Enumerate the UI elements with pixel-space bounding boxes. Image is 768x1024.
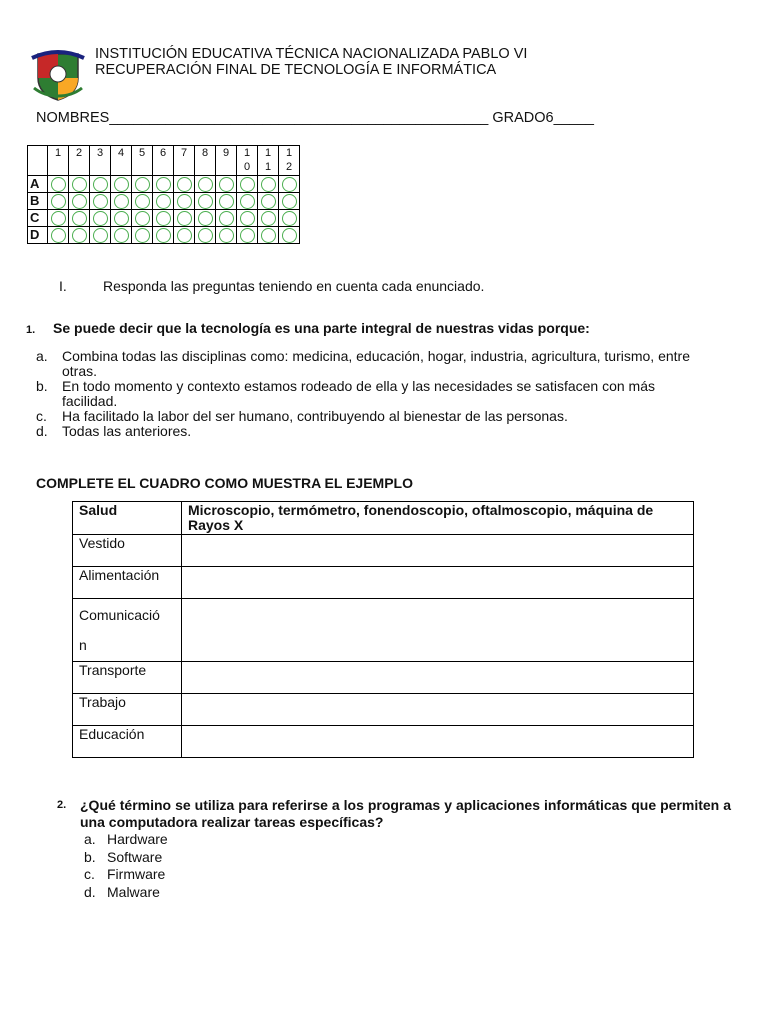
answer-cell[interactable] xyxy=(279,210,300,227)
answer-cell[interactable] xyxy=(132,193,153,210)
answer-cell[interactable] xyxy=(216,176,237,193)
question-2-option[interactable] xyxy=(84,884,168,902)
grid-column-header xyxy=(195,146,216,176)
question-2-option[interactable] xyxy=(84,866,168,884)
answer-bubble[interactable] xyxy=(135,177,150,192)
category-label: Comunicació n xyxy=(79,607,160,653)
answer-cell[interactable] xyxy=(132,210,153,227)
grid-column-header xyxy=(258,146,279,176)
question-2-option[interactable] xyxy=(84,849,168,867)
answer-bubble[interactable] xyxy=(51,211,66,226)
answer-bubble[interactable] xyxy=(114,228,129,243)
grid-column-header xyxy=(237,146,258,176)
answer-cell[interactable] xyxy=(132,227,153,244)
grid-column-header xyxy=(90,146,111,176)
answer-sheet-grid xyxy=(27,145,300,244)
grid-column-header xyxy=(132,146,153,176)
content-cell[interactable] xyxy=(182,567,694,599)
question-1-option[interactable] xyxy=(36,349,712,379)
answer-bubble[interactable] xyxy=(156,211,171,226)
table-row xyxy=(73,662,694,694)
answer-bubble[interactable] xyxy=(114,194,129,209)
question-2 xyxy=(57,797,731,831)
content-cell: Microscopio, termómetro, fonendoscopio, oftalmoscopio, máquina de Rayos X xyxy=(182,502,694,535)
answer-bubble[interactable] xyxy=(198,211,213,226)
student-info-line xyxy=(36,110,594,126)
option-letter: d. xyxy=(84,883,96,900)
answer-cell[interactable] xyxy=(90,227,111,244)
question-1 xyxy=(26,320,590,336)
answer-cell[interactable] xyxy=(153,227,174,244)
question-1-option[interactable] xyxy=(36,379,712,409)
answer-cell[interactable] xyxy=(237,176,258,193)
grid-row-letter: C xyxy=(28,210,48,227)
answer-cell[interactable] xyxy=(258,193,279,210)
grade-blank[interactable]: _____ xyxy=(553,110,594,126)
answer-cell[interactable] xyxy=(195,227,216,244)
grid-column-header xyxy=(69,146,90,176)
answer-cell[interactable] xyxy=(174,193,195,210)
column-number: 4 xyxy=(117,147,125,159)
grid-row-letter: B xyxy=(28,193,48,210)
answer-bubble[interactable] xyxy=(219,194,234,209)
column-number: 11 xyxy=(264,147,272,173)
answer-bubble[interactable] xyxy=(198,228,213,243)
category-cell: Vestido xyxy=(73,535,182,567)
answer-cell[interactable] xyxy=(90,193,111,210)
category-cell: Educación xyxy=(73,726,182,758)
answer-cell[interactable] xyxy=(69,193,90,210)
categories-table xyxy=(72,501,694,758)
answer-cell[interactable] xyxy=(195,176,216,193)
answer-cell[interactable] xyxy=(195,193,216,210)
table-row xyxy=(73,502,694,535)
answer-cell[interactable] xyxy=(69,210,90,227)
table-row xyxy=(73,535,694,567)
column-number: 9 xyxy=(222,147,230,159)
table-instruction: COMPLETE EL CUADRO COMO MUESTRA EL EJEMPLO xyxy=(36,475,413,491)
question-2-text: ¿Qué término se utiliza para referirse a los programas y aplicaciones informáticas que permiten a una computadora realizar tareas específicas? xyxy=(80,797,731,830)
answer-cell[interactable] xyxy=(237,210,258,227)
grid-column-header xyxy=(48,146,69,176)
answer-cell[interactable] xyxy=(111,210,132,227)
answer-bubble[interactable] xyxy=(240,211,255,226)
answer-bubble[interactable] xyxy=(93,228,108,243)
answer-bubble[interactable] xyxy=(135,211,150,226)
answer-cell[interactable] xyxy=(279,176,300,193)
answer-bubble[interactable] xyxy=(282,228,297,243)
answer-cell[interactable] xyxy=(216,210,237,227)
answer-bubble[interactable] xyxy=(282,177,297,192)
answer-bubble[interactable] xyxy=(282,211,297,226)
answer-cell[interactable] xyxy=(258,227,279,244)
content-cell[interactable] xyxy=(182,694,694,726)
grade-label: GRADO6 xyxy=(492,110,554,126)
answer-cell[interactable] xyxy=(90,210,111,227)
answer-bubble[interactable] xyxy=(198,194,213,209)
answer-bubble[interactable] xyxy=(51,177,66,192)
content-cell[interactable] xyxy=(182,535,694,567)
content-cell[interactable] xyxy=(182,726,694,758)
answer-bubble[interactable] xyxy=(282,194,297,209)
answer-bubble[interactable] xyxy=(135,228,150,243)
grid-row-letter: A xyxy=(28,176,48,193)
answer-bubble[interactable] xyxy=(72,211,87,226)
answer-cell[interactable] xyxy=(258,176,279,193)
answer-bubble[interactable] xyxy=(240,194,255,209)
answer-bubble[interactable] xyxy=(177,211,192,226)
answer-bubble[interactable] xyxy=(114,177,129,192)
answer-cell[interactable] xyxy=(153,176,174,193)
answer-bubble[interactable] xyxy=(261,228,276,243)
question-2-options xyxy=(84,831,168,901)
answer-cell[interactable] xyxy=(48,176,69,193)
option-letter: c. xyxy=(84,866,95,882)
option-text: Software xyxy=(107,848,163,865)
option-letter: c. xyxy=(36,408,47,424)
answer-cell[interactable] xyxy=(132,176,153,193)
answer-bubble[interactable] xyxy=(72,194,87,209)
category-cell xyxy=(73,599,182,662)
grid-column-header xyxy=(279,146,300,176)
column-number: 10 xyxy=(243,147,251,173)
answer-bubble[interactable] xyxy=(177,177,192,192)
category-cell: Transporte xyxy=(73,662,182,694)
answer-cell[interactable] xyxy=(111,176,132,193)
answer-bubble[interactable] xyxy=(156,228,171,243)
answer-cell[interactable] xyxy=(216,193,237,210)
answer-bubble[interactable] xyxy=(240,177,255,192)
answer-cell[interactable] xyxy=(48,210,69,227)
answer-cell[interactable] xyxy=(69,227,90,244)
option-text: Malware xyxy=(107,883,160,900)
category-cell: Alimentación xyxy=(73,567,182,599)
answer-cell[interactable] xyxy=(48,193,69,210)
option-text: Ha facilitado la labor del ser humano, contribuyendo al bienestar de las personas. xyxy=(62,408,568,424)
exam-title: RECUPERACIÓN FINAL DE TECNOLOGÍA E INFORMÁTICA xyxy=(95,62,497,78)
column-number: 8 xyxy=(201,147,209,159)
answer-bubble[interactable] xyxy=(240,228,255,243)
answer-bubble[interactable] xyxy=(177,194,192,209)
answer-bubble[interactable] xyxy=(135,194,150,209)
answer-cell[interactable] xyxy=(174,210,195,227)
category-cell: Salud xyxy=(73,502,182,535)
answer-cell[interactable] xyxy=(90,176,111,193)
answer-bubble[interactable] xyxy=(198,177,213,192)
answer-cell[interactable] xyxy=(174,227,195,244)
option-letter: b. xyxy=(36,378,48,394)
column-number: 7 xyxy=(180,147,188,159)
answer-cell[interactable] xyxy=(237,193,258,210)
answer-cell[interactable] xyxy=(195,210,216,227)
option-text: Todas las anteriores. xyxy=(62,423,192,439)
answer-bubble[interactable] xyxy=(261,211,276,226)
names-label: NOMBRES xyxy=(36,110,110,126)
column-number: 3 xyxy=(96,147,104,159)
answer-bubble[interactable] xyxy=(93,194,108,209)
answer-bubble[interactable] xyxy=(114,211,129,226)
answer-bubble[interactable] xyxy=(261,194,276,209)
table-row xyxy=(73,567,694,599)
grid-column-header xyxy=(174,146,195,176)
question-2-number: 2. xyxy=(57,799,67,811)
table-row xyxy=(73,599,694,662)
grid-corner xyxy=(28,146,48,176)
answer-bubble[interactable] xyxy=(93,211,108,226)
answer-cell[interactable] xyxy=(237,227,258,244)
grid-column-header xyxy=(153,146,174,176)
option-text: Hardware xyxy=(107,831,168,847)
answer-bubble[interactable] xyxy=(177,228,192,243)
question-1-option[interactable] xyxy=(36,424,712,439)
answer-bubble[interactable] xyxy=(156,194,171,209)
question-1-text: Se puede decir que la tecnología es una parte integral de nuestras vidas porque: xyxy=(53,320,590,336)
question-1-options xyxy=(36,349,712,439)
institution-name: INSTITUCIÓN EDUCATIVA TÉCNICA NACIONALIZADA PABLO VI xyxy=(95,46,528,62)
grid-row-letter: D xyxy=(28,227,48,244)
answer-cell[interactable] xyxy=(111,227,132,244)
answer-bubble[interactable] xyxy=(261,177,276,192)
school-crest-logo xyxy=(30,44,86,102)
column-number: 1 xyxy=(54,147,62,159)
option-text: Combina todas las disciplinas como: medicina, educación, hogar, industria, agricultura, turismo, entre otras. xyxy=(62,348,690,379)
instruction-text: Responda las preguntas teniendo en cuenta cada enunciado. xyxy=(103,278,485,294)
answer-cell[interactable] xyxy=(153,210,174,227)
question-1-option[interactable] xyxy=(36,409,712,424)
column-number: 2 xyxy=(75,147,83,159)
answer-cell[interactable] xyxy=(153,193,174,210)
content-cell[interactable] xyxy=(182,599,694,662)
option-text: Firmware xyxy=(107,866,166,882)
column-number: 12 xyxy=(285,147,293,173)
answer-cell[interactable] xyxy=(111,193,132,210)
content-cell[interactable] xyxy=(182,662,694,694)
answer-bubble[interactable] xyxy=(51,228,66,243)
answer-bubble[interactable] xyxy=(72,177,87,192)
option-letter: b. xyxy=(84,848,96,865)
names-blank[interactable]: _______________________________________________ xyxy=(109,110,489,126)
answer-cell[interactable] xyxy=(216,227,237,244)
answer-bubble[interactable] xyxy=(219,177,234,192)
table-row xyxy=(73,694,694,726)
column-number: 6 xyxy=(159,147,167,159)
answer-cell[interactable] xyxy=(279,193,300,210)
option-text: En todo momento y contexto estamos rodeado de ella y las necesidades se satisfacen con más facilidad. xyxy=(62,378,656,409)
answer-bubble[interactable] xyxy=(219,211,234,226)
answer-cell[interactable] xyxy=(174,176,195,193)
answer-bubble[interactable] xyxy=(51,194,66,209)
option-letter: a. xyxy=(84,831,96,847)
option-letter: d. xyxy=(36,423,48,439)
question-1-number: 1. xyxy=(26,324,36,336)
answer-cell[interactable] xyxy=(69,176,90,193)
answer-cell[interactable] xyxy=(279,227,300,244)
grid-column-header xyxy=(111,146,132,176)
answer-bubble[interactable] xyxy=(72,228,87,243)
instruction-numeral: I. xyxy=(59,278,67,294)
category-cell: Trabajo xyxy=(73,694,182,726)
grid-column-header xyxy=(216,146,237,176)
table-row xyxy=(73,726,694,758)
answer-bubble[interactable] xyxy=(93,177,108,192)
answer-bubble[interactable] xyxy=(156,177,171,192)
column-number: 5 xyxy=(138,147,146,159)
answer-bubble[interactable] xyxy=(219,228,234,243)
answer-cell[interactable] xyxy=(258,210,279,227)
answer-cell[interactable] xyxy=(48,227,69,244)
question-2-option[interactable] xyxy=(84,831,168,849)
option-letter: a. xyxy=(36,348,48,364)
